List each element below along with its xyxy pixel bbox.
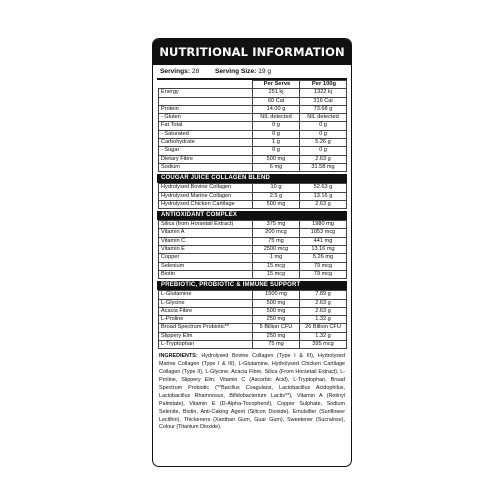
per-100g-value: NIL detected bbox=[300, 114, 347, 122]
table-row bbox=[159, 114, 347, 122]
per-serve-value: 251 kj bbox=[253, 89, 300, 97]
column-header-per-100g: Per 100g bbox=[300, 81, 347, 89]
nutrient-name: Fat Total bbox=[159, 122, 253, 130]
nutrient-name: - Saturated bbox=[159, 130, 253, 138]
nutrient-name: L-Proline bbox=[159, 316, 253, 324]
per-serve-value: 0 g bbox=[253, 147, 300, 155]
per-serve-value: 250 mg bbox=[253, 316, 300, 324]
per-100g-value: 13.16 mg bbox=[300, 246, 347, 254]
nutrient-name: Vitamin E bbox=[159, 246, 253, 254]
per-serve-value: 15 mcg bbox=[253, 270, 300, 278]
per-serve-value: 2500 mcg bbox=[253, 246, 300, 254]
per-100g-value: 0 g bbox=[300, 130, 347, 138]
table-row bbox=[159, 270, 347, 278]
per-serve-value: 375 mg bbox=[253, 221, 300, 229]
per-serve-value: 60 Cal bbox=[253, 97, 300, 105]
per-100g-value: 52.63 g bbox=[300, 184, 347, 192]
table-row bbox=[159, 246, 347, 254]
nutrient-rows bbox=[159, 89, 347, 172]
per-serve-value: 6 mg bbox=[253, 163, 300, 171]
nutrient-name: Hydrolysed Chicken Cartilage bbox=[159, 200, 253, 208]
per-100g-value: 395 mcg bbox=[300, 341, 347, 349]
nutrient-name: - Sugar bbox=[159, 147, 253, 155]
table-row bbox=[159, 200, 347, 208]
per-serve-value: 0 g bbox=[253, 122, 300, 130]
per-serve-value: 5 Billion CFU bbox=[253, 324, 300, 332]
nutrient-name: L-Tryptophan bbox=[159, 341, 253, 349]
section-table bbox=[158, 220, 347, 279]
table-row bbox=[159, 122, 347, 130]
per-100g-value: 31.58 mg bbox=[300, 163, 347, 171]
per-serve-value: 1 g bbox=[253, 139, 300, 147]
per-serve-value: 250 mg bbox=[253, 332, 300, 340]
per-serve-value: 2.5 g bbox=[253, 192, 300, 200]
per-serve-value: 15 mcg bbox=[253, 262, 300, 270]
per-100g-value: 441 mg bbox=[300, 237, 347, 245]
per-serve-value: 14.00 g bbox=[253, 105, 300, 113]
per-100g-value: 1980 mg bbox=[300, 221, 347, 229]
nutrient-name: L-Glycine bbox=[159, 299, 253, 307]
nutrient-name: Hydrolysed Bovine Collagen bbox=[159, 184, 253, 192]
table-row bbox=[159, 229, 347, 237]
nutrition-panel bbox=[152, 38, 352, 467]
table-row bbox=[159, 147, 347, 155]
nutrient-name: Acacia Fibre bbox=[159, 307, 253, 315]
per-100g-value: 26 Billion CFU bbox=[300, 324, 347, 332]
nutrient-name: Slippery Elm bbox=[159, 332, 253, 340]
section-table bbox=[158, 290, 347, 349]
nutrient-name: Broad Spectrum Probiotic** bbox=[159, 324, 253, 332]
per-100g-value: 2.63 g bbox=[300, 299, 347, 307]
per-100g-value: 1322 kj bbox=[300, 89, 347, 97]
nutrient-name: Sodium bbox=[159, 163, 253, 171]
nutrient-name: Dietary Fibre bbox=[159, 155, 253, 163]
per-100g-value: 0 g bbox=[300, 122, 347, 130]
table-row bbox=[159, 89, 347, 97]
nutrient-name: Vitamin A bbox=[159, 229, 253, 237]
table-row bbox=[159, 254, 347, 262]
per-100g-value: 79 mcg bbox=[300, 262, 347, 270]
per-100g-value: 7.89 g bbox=[300, 291, 347, 299]
ingredients-label: INGREDIENTS: bbox=[159, 353, 198, 360]
per-100g-value: 2.63 g bbox=[300, 155, 347, 163]
table-row bbox=[159, 139, 347, 147]
table-row bbox=[159, 324, 347, 332]
per-100g-value: 1.32 g bbox=[300, 332, 347, 340]
per-100g-value: 79 mcg bbox=[300, 270, 347, 278]
table-header-blank bbox=[159, 81, 253, 89]
table-row bbox=[159, 163, 347, 171]
nutrient-name: Silica (from Horsetail Extract) bbox=[159, 221, 253, 229]
per-100g-value: 5.26 g bbox=[300, 139, 347, 147]
per-serve-value: NIL detected bbox=[253, 114, 300, 122]
per-serve-value: 75 mg bbox=[253, 341, 300, 349]
nutrient-name: Energy bbox=[159, 89, 253, 97]
table-row bbox=[159, 299, 347, 307]
per-serve-value: 75 mg bbox=[253, 237, 300, 245]
table-row bbox=[159, 97, 347, 105]
table-row bbox=[159, 221, 347, 229]
nutrient-name bbox=[159, 97, 253, 105]
per-100g-value: 2.63 g bbox=[300, 200, 347, 208]
column-header-per-serve: Per Serve bbox=[253, 81, 300, 89]
per-100g-value: 1053 mcg bbox=[300, 229, 347, 237]
servings-label: Servings: bbox=[160, 68, 191, 75]
section-header: PREBIOTIC, PROBIOTIC & IMMUNE SUPPORT bbox=[157, 281, 347, 290]
serving-size-value: 19 g bbox=[258, 68, 272, 75]
nutrient-table bbox=[158, 80, 347, 172]
table-row bbox=[159, 237, 347, 245]
per-serve-value: 1 mg bbox=[253, 254, 300, 262]
table-row bbox=[159, 184, 347, 192]
ingredients-text: Hydrolysed Bovine Collagen (Type I & III), Hydrolysed Marine Collagen (Type I & III), L-Glutamine, Hydrolysed Chicken Cartilage Collagen (Type II), L-Glycine, Acacia Fibre, Silica (From Horsetail Extract), L-Proline, Slippery Elm, Vitamin C (Ascorbic Acid), L-Tryptophan, Broad Spectrum Probiotic (**Bacillus Coagulans, Lactobacillus Acidophilus, Lactobacillus Rhamnosus, Bifidobacterium Lactis**), Vitamin A (Retinyl Palmitate), Vitamin E (D-Alpha-Tocopherol), Copper Sulphate, Sodium Selenite, Biotin, Anti-Caking Agent (Silicon Dioxide), Emulsifier (Sunflower Lecithin), Thickeners (Xanthan Gum, Guar Gum), Sweetener (Sucralose), Colour (Titanium Dioxide). bbox=[159, 353, 345, 431]
per-serve-value: 500 mg bbox=[253, 200, 300, 208]
table-row bbox=[159, 155, 347, 163]
per-100g-value: 13.16 g bbox=[300, 192, 347, 200]
table-row bbox=[159, 332, 347, 340]
table-row bbox=[159, 341, 347, 349]
nutrient-name: Hydrolysed Marine Collagen bbox=[159, 192, 253, 200]
section-table bbox=[158, 183, 347, 209]
panel-title: NUTRITIONAL INFORMATION bbox=[153, 39, 351, 65]
table-row bbox=[159, 105, 347, 113]
per-100g-value: 316 Cal bbox=[300, 97, 347, 105]
per-100g-value: 0 g bbox=[300, 147, 347, 155]
table-row bbox=[159, 316, 347, 324]
per-100g-value: 73.68 g bbox=[300, 105, 347, 113]
servings-value: 28 bbox=[191, 68, 200, 75]
table-row bbox=[159, 262, 347, 270]
table-row bbox=[159, 291, 347, 299]
section-header: ANTIOXIDANT COMPLEX bbox=[157, 211, 347, 220]
nutrient-name: Copper bbox=[159, 254, 253, 262]
nutrient-name: L-Glutamine bbox=[159, 291, 253, 299]
per-serve-value: 1500 mg bbox=[253, 291, 300, 299]
nutrient-name: Protein bbox=[159, 105, 253, 113]
ingredients-block bbox=[153, 349, 351, 432]
serving-size-label: Serving Size: bbox=[214, 68, 257, 75]
table-row bbox=[159, 307, 347, 315]
section-header: COUGAR JUICE COLLAGEN BLEND bbox=[157, 174, 347, 183]
nutrient-name: Vitamin C bbox=[159, 237, 253, 245]
nutrient-name: Carbohydrate bbox=[159, 139, 253, 147]
nutrient-name: Biotin bbox=[159, 270, 253, 278]
per-100g-value: 2.63 g bbox=[300, 307, 347, 315]
per-serve-value: 10 g bbox=[253, 184, 300, 192]
per-serve-value: 200 mcg bbox=[253, 229, 300, 237]
per-100g-value: 5.26 mg bbox=[300, 254, 347, 262]
per-serve-value: 0 g bbox=[253, 130, 300, 138]
nutrient-name: Selenium bbox=[159, 262, 253, 270]
per-100g-value: 1.32 g bbox=[300, 316, 347, 324]
per-serve-value: 500 mg bbox=[253, 307, 300, 315]
nutrient-name: - Gluten bbox=[159, 114, 253, 122]
per-serve-value: 500 mg bbox=[253, 155, 300, 163]
supplement-sections bbox=[153, 172, 351, 349]
table-header-row bbox=[159, 81, 347, 89]
table-row bbox=[159, 192, 347, 200]
per-serve-value: 500 mg bbox=[253, 299, 300, 307]
table-row bbox=[159, 130, 347, 138]
servings-line bbox=[153, 65, 351, 78]
